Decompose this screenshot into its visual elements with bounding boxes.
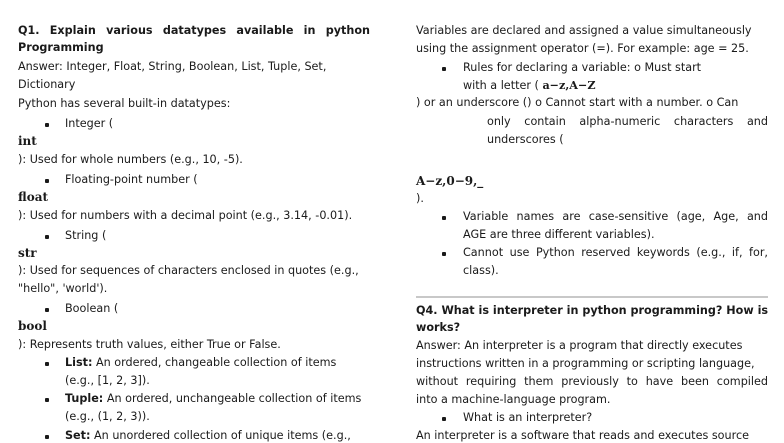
list-item-line1 bbox=[65, 356, 336, 370]
bool-code: bool bbox=[18, 319, 47, 333]
q1-answer-line2: Dictionary bbox=[18, 78, 76, 91]
close-paren: ). bbox=[416, 192, 424, 205]
tuple-item-line2: (e.g., (1, 2, 3)). bbox=[65, 410, 150, 423]
list-item-line2: (e.g., [1, 2, 3]). bbox=[65, 374, 150, 387]
q4-last-line: An interpreter is a software that reads and executes source bbox=[416, 429, 749, 442]
bullet-icon bbox=[442, 252, 446, 256]
q1-answer-line1: Answer: Integer, Float, String, Boolean, List, Tuple, Set, bbox=[18, 60, 327, 73]
case-line2: AGE are three different variables). bbox=[463, 228, 655, 241]
set-label: Set: bbox=[65, 429, 91, 442]
q4-title-line2: works? bbox=[416, 321, 461, 334]
q4-answer-line4: into a machine-language program. bbox=[416, 393, 611, 406]
case-line1: Variable names are case-sensitive (age, Age, and bbox=[463, 210, 768, 223]
var-line2: using the assignment operator (=). For example: age = 25. bbox=[416, 42, 749, 55]
q1-intro: Python has several built-in datatypes: bbox=[18, 97, 231, 110]
bullet-icon bbox=[442, 216, 446, 220]
str-desc-line2: "hello", 'world'). bbox=[18, 282, 108, 295]
rules-line2-text: with a letter ( bbox=[463, 79, 543, 92]
q4-answer-line3: without requiring them previously to have been compiled bbox=[416, 375, 768, 388]
var-line1: Variables are declared and assigned a value simultaneously bbox=[416, 24, 752, 37]
float-code: float bbox=[18, 190, 49, 204]
list-label: List: bbox=[65, 356, 93, 369]
str-bullet: String ( bbox=[65, 229, 107, 242]
bullet-icon bbox=[442, 67, 446, 71]
float-desc: ): Used for numbers with a decimal point (e.g., 3.14, -0.01). bbox=[18, 209, 353, 222]
section-divider bbox=[416, 296, 768, 298]
bullet-icon bbox=[45, 435, 49, 439]
bullet-icon bbox=[45, 362, 49, 366]
q4-bullet: What is an interpreter? bbox=[463, 411, 593, 424]
int-bullet: Integer ( bbox=[65, 117, 114, 130]
bool-desc: ): Represents truth values, either True or False. bbox=[18, 338, 281, 351]
str-desc-line1: ): Used for sequences of characters enclosed in quotes (e.g., bbox=[18, 264, 359, 277]
letter-range-code: a−z,A−Z bbox=[542, 78, 596, 92]
bullet-icon bbox=[45, 179, 49, 183]
q4-answer-line1: Answer: An interpreter is a program that directly executes bbox=[416, 339, 743, 352]
q4-answer-line2: instructions written in a programming or scripting language, bbox=[416, 357, 755, 370]
alnum-range-code: A−z,0−9,_ bbox=[416, 174, 484, 188]
bullet-icon bbox=[45, 235, 49, 239]
q1-title-line2: Programming bbox=[18, 41, 104, 54]
float-bullet: Floating-point number ( bbox=[65, 173, 198, 186]
bullet-icon bbox=[442, 417, 446, 421]
bullet-icon bbox=[45, 308, 49, 312]
keyword-line1: Cannot use Python reserved keywords (e.g., if, for, bbox=[463, 246, 768, 259]
tuple-text: An ordered, unchangeable collection of items bbox=[103, 392, 362, 405]
bool-bullet: Boolean ( bbox=[65, 302, 119, 315]
q1-title-line1: Q1. Explain various datatypes available in python bbox=[18, 24, 370, 37]
rules-line2 bbox=[463, 78, 596, 93]
set-text: An unordered collection of unique items (e.g., bbox=[90, 429, 351, 442]
int-desc: ): Used for whole numbers (e.g., 10, -5). bbox=[18, 153, 243, 166]
list-text: An ordered, changeable collection of items bbox=[92, 356, 337, 369]
str-code: str bbox=[18, 246, 37, 260]
keyword-line2: class). bbox=[463, 264, 499, 277]
rules-line1: Rules for declaring a variable: o Must start bbox=[463, 61, 702, 74]
q4-title-line1: Q4. What is interpreter in python programming? How is bbox=[416, 304, 769, 317]
bullet-icon bbox=[45, 398, 49, 402]
int-code: int bbox=[18, 134, 37, 148]
underscore-line: ) or an underscore () o Cannot start with a number. o Can bbox=[416, 96, 739, 109]
only-line2: underscores ( bbox=[487, 133, 564, 146]
tuple-label: Tuple: bbox=[65, 392, 104, 405]
only-line1: only contain alpha-numeric characters and bbox=[487, 115, 768, 128]
bullet-icon bbox=[45, 123, 49, 127]
tuple-item-line1 bbox=[65, 392, 361, 406]
